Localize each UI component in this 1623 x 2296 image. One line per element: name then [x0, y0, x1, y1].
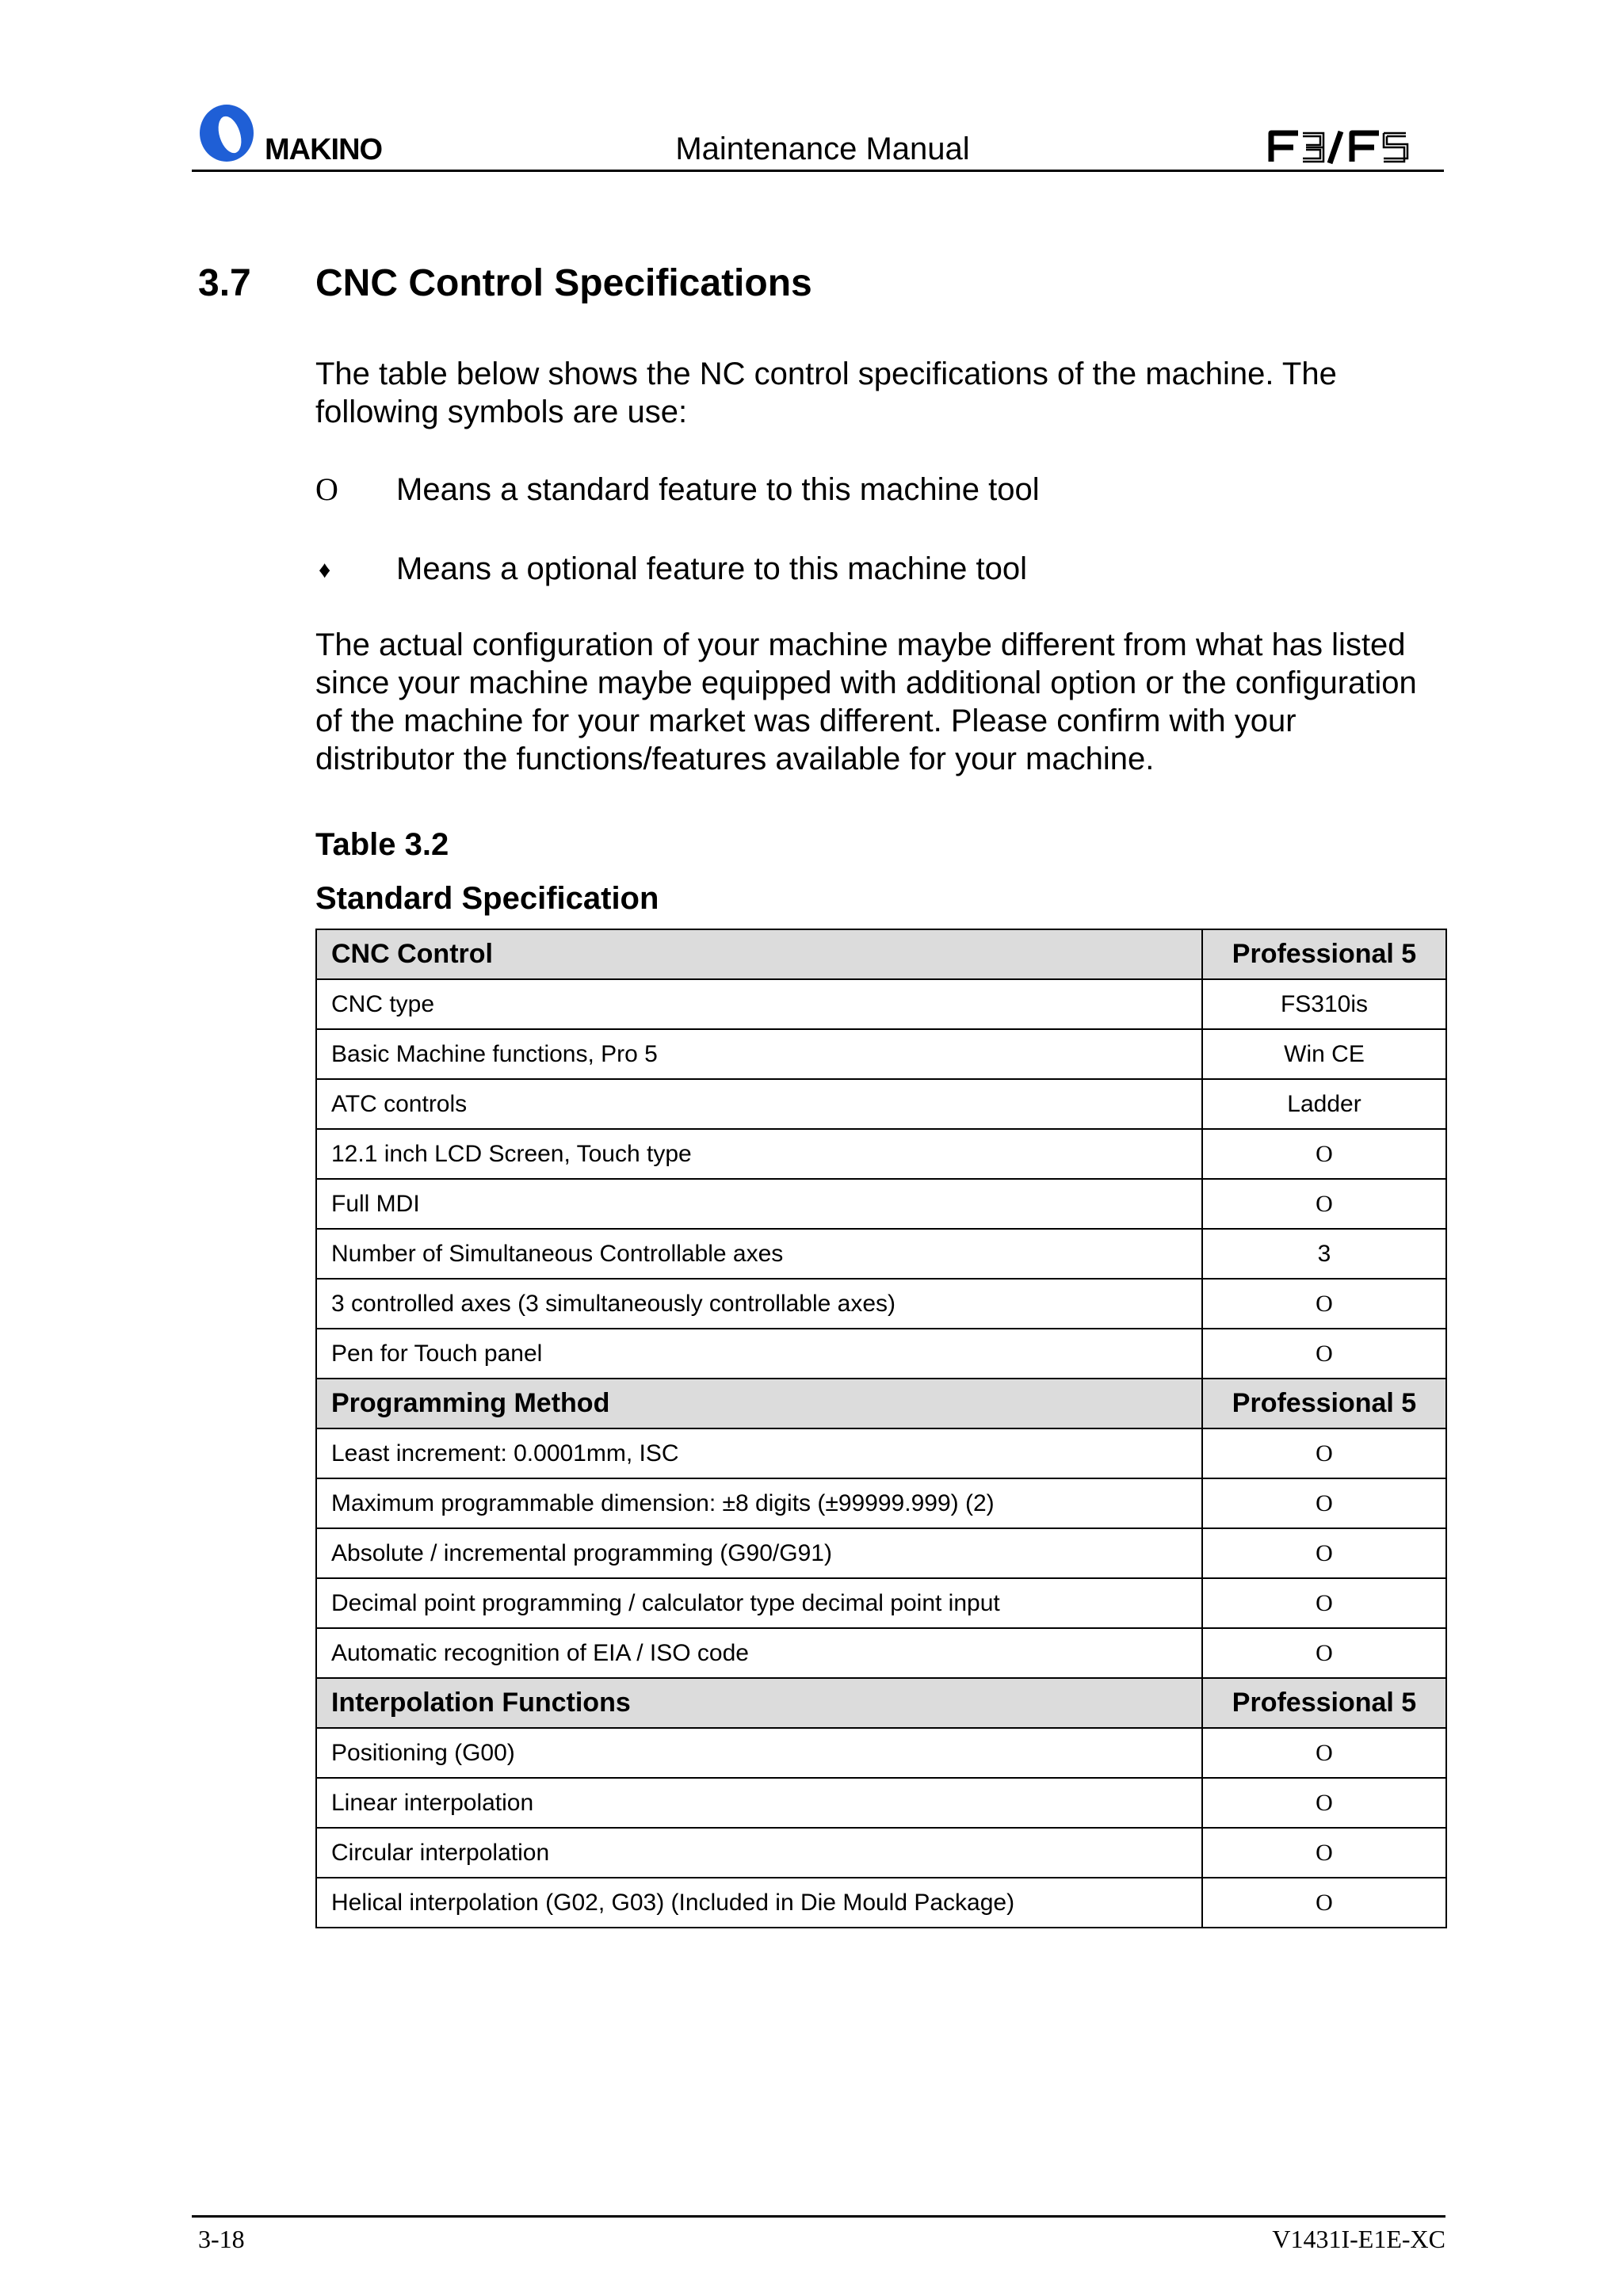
- header-rule: [192, 170, 1444, 172]
- group-column-label: Professional 5: [1202, 929, 1446, 979]
- legend-standard-text: Means a standard feature to this machine tool: [396, 472, 1040, 507]
- table-row: [316, 1029, 1446, 1079]
- group-header-interpolation-functions: [316, 1678, 1446, 1728]
- model-logo: [1263, 128, 1422, 165]
- group-column-label: Professional 5: [1202, 1379, 1446, 1428]
- group-header-cnc-control: [316, 929, 1446, 979]
- section-body: [315, 355, 1441, 778]
- section-number: 3.7: [198, 262, 251, 304]
- page-number: 3-18: [198, 2225, 245, 2253]
- table-row: [316, 1478, 1446, 1528]
- intro-paragraph: The table below shows the NC control specifications of the machine. The following symbols are use:: [315, 357, 1337, 429]
- table-row: [316, 979, 1446, 1029]
- document-title: Maintenance Manual: [675, 132, 970, 166]
- feature-cell: Automatic recognition of EIA / ISO code: [316, 1628, 1202, 1678]
- value-cell: FS310is: [1202, 979, 1446, 1029]
- value-cell: O: [1202, 1728, 1446, 1778]
- feature-cell: Maximum programmable dimension: ±8 digits (±99999.999) (2): [316, 1478, 1202, 1528]
- table-row: [316, 1079, 1446, 1129]
- value-cell: O: [1202, 1129, 1446, 1179]
- table-row: [316, 1329, 1446, 1379]
- brand-name: MAKINO: [265, 133, 383, 166]
- page-header: [192, 93, 1444, 173]
- feature-cell: Helical interpolation (G02, G03) (Included in Die Mould Package): [316, 1878, 1202, 1928]
- value-cell: O: [1202, 1478, 1446, 1528]
- table-row: [316, 1229, 1446, 1279]
- value-cell: O: [1202, 1578, 1446, 1628]
- configuration-note: The actual configuration of your machine maybe different from what has listed since your machine maybe equipped with additional option or the configuration of the machine for your market was different. Please confirm with your distributor the functions/features available for your machine.: [315, 627, 1417, 776]
- feature-cell: Absolute / incremental programming (G90/G91): [316, 1528, 1202, 1578]
- standard-symbol: O: [315, 471, 338, 507]
- table-row: [316, 1428, 1446, 1478]
- value-cell: O: [1202, 1329, 1446, 1379]
- table-row: [316, 1279, 1446, 1329]
- table-row: [316, 1878, 1446, 1928]
- legend-standard: [315, 471, 1441, 509]
- table-caption: Standard Specification: [315, 881, 659, 916]
- feature-cell: ATC controls: [316, 1079, 1202, 1129]
- table-row: [316, 1528, 1446, 1578]
- optional-diamond-icon: ♦: [319, 557, 331, 583]
- feature-cell: Pen for Touch panel: [316, 1329, 1202, 1379]
- feature-cell: Least increment: 0.0001mm, ISC: [316, 1428, 1202, 1478]
- table-row: [316, 1778, 1446, 1828]
- table-row: [316, 1728, 1446, 1778]
- legend-optional: [315, 550, 1441, 588]
- value-cell: 3: [1202, 1229, 1446, 1279]
- table-row: [316, 1828, 1446, 1878]
- footer-rule: [192, 2215, 1445, 2218]
- table-number: Table 3.2: [315, 827, 449, 862]
- feature-cell: CNC type: [316, 979, 1202, 1029]
- group-header-programming-method: [316, 1379, 1446, 1428]
- table-row: [316, 1578, 1446, 1628]
- value-cell: O: [1202, 1628, 1446, 1678]
- section-heading: [198, 261, 812, 305]
- value-cell: O: [1202, 1778, 1446, 1828]
- makino-logo-icon: [198, 100, 262, 163]
- value-cell: O: [1202, 1279, 1446, 1329]
- feature-cell: Positioning (G00): [316, 1728, 1202, 1778]
- table-row: [316, 1628, 1446, 1678]
- feature-cell: Decimal point programming / calculator type decimal point input: [316, 1578, 1202, 1628]
- value-cell: Ladder: [1202, 1079, 1446, 1129]
- specification-table: [315, 929, 1447, 1928]
- feature-cell: Full MDI: [316, 1179, 1202, 1229]
- group-column-label: Professional 5: [1202, 1678, 1446, 1728]
- feature-cell: 3 controlled axes (3 simultaneously controllable axes): [316, 1279, 1202, 1329]
- group-title: Interpolation Functions: [316, 1678, 1202, 1728]
- makino-logo: [198, 100, 404, 166]
- document-code: V1431I-E1E-XC: [1272, 2225, 1445, 2253]
- value-cell: Win CE: [1202, 1029, 1446, 1079]
- section-title: CNC Control Specifications: [315, 262, 812, 304]
- value-cell: O: [1202, 1878, 1446, 1928]
- feature-cell: Number of Simultaneous Controllable axes: [316, 1229, 1202, 1279]
- group-title: Programming Method: [316, 1379, 1202, 1428]
- feature-cell: 12.1 inch LCD Screen, Touch type: [316, 1129, 1202, 1179]
- value-cell: O: [1202, 1428, 1446, 1478]
- legend-optional-text: Means a optional feature to this machine tool: [396, 551, 1028, 586]
- value-cell: O: [1202, 1828, 1446, 1878]
- feature-cell: Linear interpolation: [316, 1778, 1202, 1828]
- group-title: CNC Control: [316, 929, 1202, 979]
- value-cell: O: [1202, 1528, 1446, 1578]
- feature-cell: Circular interpolation: [316, 1828, 1202, 1878]
- value-cell: O: [1202, 1179, 1446, 1229]
- table-row: [316, 1179, 1446, 1229]
- feature-cell: Basic Machine functions, Pro 5: [316, 1029, 1202, 1079]
- table-row: [316, 1129, 1446, 1179]
